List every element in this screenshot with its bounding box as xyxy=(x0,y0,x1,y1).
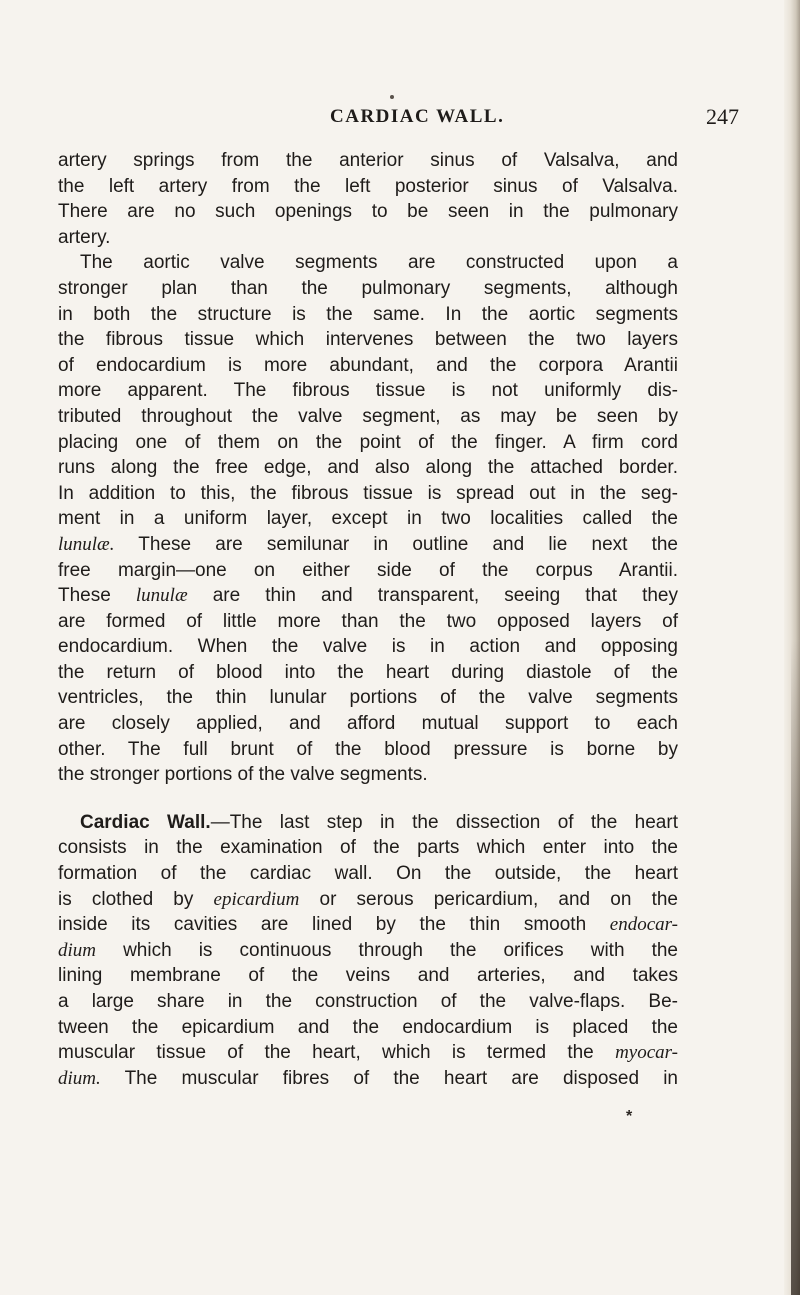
text-line: other. The full brunt of the blood pressure is borne by xyxy=(58,738,678,760)
italic-term: lunulæ xyxy=(135,585,188,607)
text-span: These xyxy=(58,585,136,607)
text-line: a large share in the construction of the valve-flaps. Be- xyxy=(58,991,678,1012)
text-line: free margin—one on either side of the corpus Arantii. xyxy=(58,559,678,581)
text-line: stronger plan than the pulmonary segments, although xyxy=(58,277,678,299)
text-line: placing one of them on the point of the finger. A firm cord xyxy=(58,431,678,453)
page-number: 247 xyxy=(706,104,739,129)
text-line: formation of the cardiac wall. On the outside, the heart xyxy=(58,863,678,885)
text-span: —The last step in the dissection of the heart xyxy=(210,811,678,833)
text-line xyxy=(58,810,678,836)
section-heading: Cardiac Wall. xyxy=(80,811,211,833)
page-edge-dark xyxy=(791,640,800,1295)
text-line xyxy=(58,912,678,938)
italic-term: lunulæ. xyxy=(58,533,115,555)
italic-term: myocar- xyxy=(615,1042,678,1064)
text-line: tween the epicardium and the endocardium is placed the xyxy=(58,1016,678,1038)
paragraph-2 xyxy=(58,250,678,787)
italic-term: endocar- xyxy=(609,914,678,936)
text-line: artery. xyxy=(58,226,111,248)
text-line xyxy=(58,887,678,913)
body-text xyxy=(58,148,678,1091)
text-span: These are semilunar in outline and lie next the xyxy=(114,533,678,555)
italic-term: dium. xyxy=(58,1067,101,1089)
italic-term: dium xyxy=(58,939,96,961)
text-span: muscular tissue of the heart, which is termed the xyxy=(58,1042,616,1064)
text-line: the return of blood into the heart during diastole of the xyxy=(58,661,678,683)
text-span: are thin and transparent, seeing that they xyxy=(187,585,678,607)
paragraph-gap xyxy=(58,788,678,810)
text-line xyxy=(58,1066,678,1092)
text-line xyxy=(58,532,678,558)
paragraph-3 xyxy=(58,810,678,1092)
running-title: CARDIAC WALL. xyxy=(330,106,505,127)
text-line: The aortic valve segments are constructed upon a xyxy=(80,252,678,274)
signature-mark: * xyxy=(626,1108,633,1125)
text-line: are closely applied, and afford mutual support to each xyxy=(58,713,678,735)
text-line: are formed of little more than the two opposed layers of xyxy=(58,610,678,632)
text-line: consists in the examination of the parts which enter into the xyxy=(58,837,678,859)
text-line: the left artery from the left posterior sinus of Valsalva. xyxy=(58,175,678,197)
text-span: The muscular fibres of the heart are disposed in xyxy=(100,1067,678,1089)
text-span: is clothed by xyxy=(58,888,214,910)
text-line: more apparent. The fibrous tissue is not uniformly dis- xyxy=(58,380,678,402)
italic-term: epicardium xyxy=(213,888,300,910)
text-line: There are no such openings to be seen in the pulmonary xyxy=(58,201,678,223)
text-line: tributed throughout the valve segment, as may be seen by xyxy=(58,405,678,427)
text-line: runs along the free edge, and also along the attached border. xyxy=(58,457,678,479)
text-line: In addition to this, the fibrous tissue is spread out in the seg- xyxy=(58,482,678,504)
text-span: or serous pericardium, and on the xyxy=(299,888,678,910)
text-line: the fibrous tissue which intervenes between the two layers xyxy=(58,329,678,351)
text-line: the stronger portions of the valve segments. xyxy=(58,764,428,786)
text-line: ventricles, the thin lunular portions of the valve segments xyxy=(58,687,678,709)
text-line: lining membrane of the veins and arteries, and takes xyxy=(58,965,678,987)
text-span: which is continuous through the orifices with the xyxy=(96,939,678,961)
text-line: artery springs from the anterior sinus of Valsalva, and xyxy=(58,150,678,171)
page-header xyxy=(0,104,800,134)
paragraph-1 xyxy=(58,148,678,250)
text-span: inside its cavities are lined by the thin smooth xyxy=(58,914,610,936)
text-line xyxy=(58,583,678,609)
text-line: of endocardium is more abundant, and the corpora Arantii xyxy=(58,354,678,376)
text-line: ment in a uniform layer, except in two localities called the xyxy=(58,508,678,530)
text-line: in both the structure is the same. In the aortic segments xyxy=(58,303,678,325)
text-line xyxy=(58,1040,678,1066)
text-line xyxy=(58,938,678,964)
print-dot xyxy=(390,95,394,99)
text-line: endocardium. When the valve is in action and opposing xyxy=(58,636,678,658)
